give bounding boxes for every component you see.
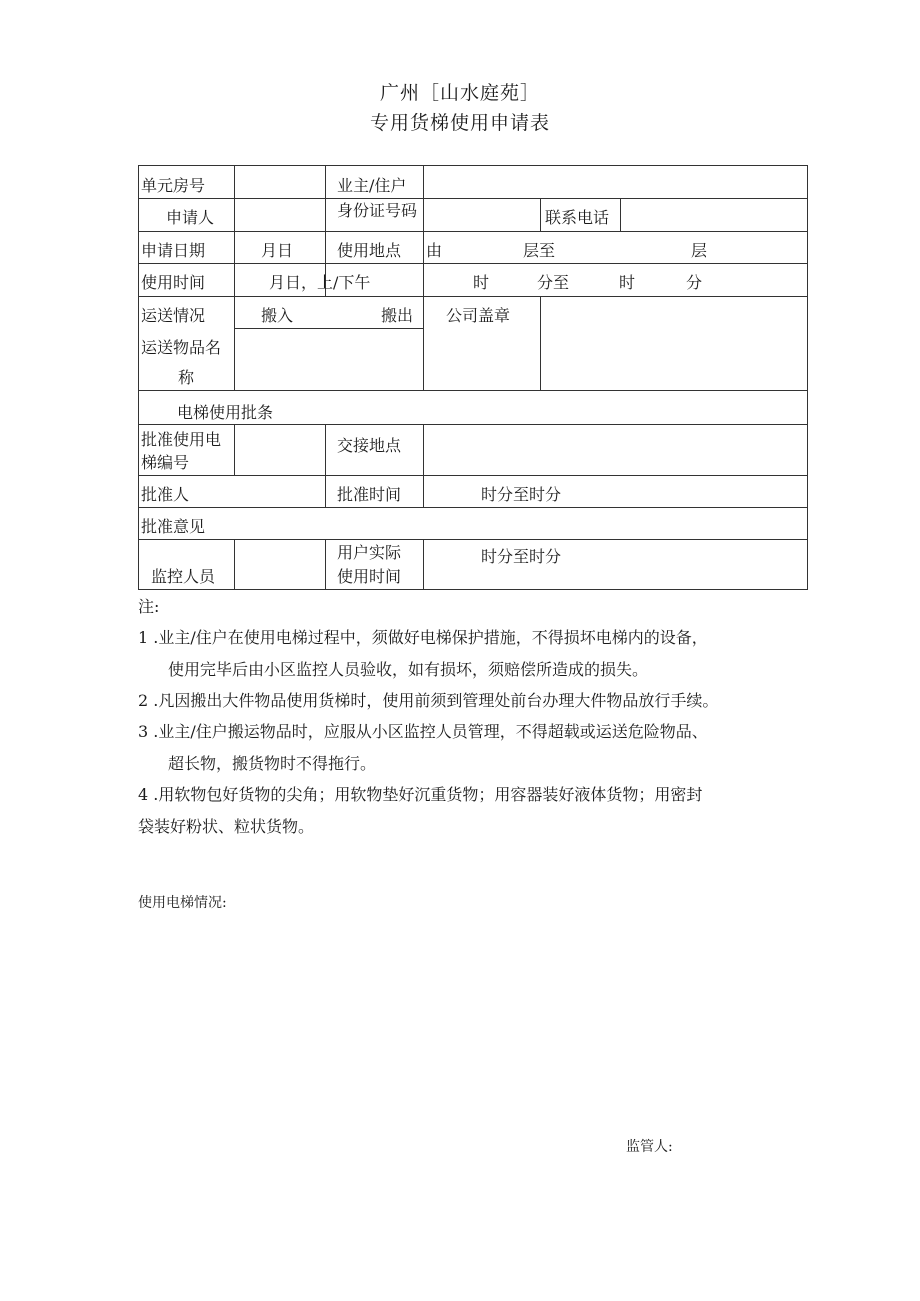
note-3: 3 .业主/住户搬运物品时，应服从小区监控人员管理，不得超载或运送危险物品、 [138,722,708,741]
actual-time-value: 时分至时分 [481,547,562,566]
move-in-label: 搬入 [261,306,294,325]
company-seal-label: 公司盖章 [446,306,511,325]
minute-text: 分 [686,273,703,292]
notes-heading: 注: [138,597,160,616]
col-divider [325,539,326,589]
approve-time-label: 批准时间 [337,485,402,504]
col-divider [540,198,541,231]
col-divider [234,539,235,589]
usage-label: 使用电梯情况: [138,895,227,911]
note-1-cont: 使用完毕后由小区监控人员验收，如有损坏，须赔偿所造成的损失。 [168,660,649,679]
elevator-no-label-cont: 梯编号 [141,453,190,472]
phone-label: 联系电话 [545,208,610,227]
note-4: 4 .用软物包好货物的尖角；用软物垫好沉重货物；用容器装好液体货物；用密封 [138,785,703,804]
row-divider [234,328,423,329]
row-divider [139,539,807,540]
floor-text: 层 [691,241,708,260]
applicant-label: 申请人 [166,208,215,227]
use-time-label: 使用时间 [141,273,206,292]
approver-label: 批准人 [141,485,190,504]
col-divider [423,166,424,390]
elevator-no-label: 批准使用电 [141,430,222,449]
row-divider [139,390,807,391]
row-divider [139,231,807,232]
col-divider [234,166,235,390]
move-out-label: 搬出 [381,306,414,325]
minute-to-text: 分至 [537,273,570,292]
from-text: 由 [426,241,443,260]
col-divider [540,296,541,390]
approve-time-value: 时分至时分 [481,485,562,504]
owner-label: 业主/住户 [337,176,407,195]
row-divider [139,198,807,199]
col-divider [234,424,235,475]
note-4-cont: 袋装好粉状、粒状货物。 [138,817,315,836]
col-divider [423,539,424,589]
row-divider [139,296,807,297]
use-time-value: 月日，上/下午 [269,273,371,292]
id-no-label: 身份证号码 [337,201,418,220]
use-location-label: 使用地点 [337,241,402,260]
hour-text: 时 [473,273,490,292]
apply-date-label: 申请日期 [141,241,206,260]
supervisor-label: 监管人: [626,1139,673,1155]
row-divider [139,507,807,508]
actual-time-label: 用户实际 [337,543,402,562]
col-divider [423,424,424,507]
document-title: 广州［山水庭苑］ [379,82,540,104]
document-subtitle: 专用货梯使用申请表 [369,112,550,134]
application-form-table [138,165,808,590]
note-3-cont: 超长物，搬货物时不得拖行。 [168,754,377,773]
goods-name-label: 运送物品名 [141,338,222,357]
actual-time-label-cont: 使用时间 [337,567,402,586]
unit-no-label: 单元房号 [141,176,206,195]
note-2: 2 .凡因搬出大件物品使用货梯时，使用前须到管理处前台办理大件物品放行手续。 [138,691,719,710]
row-divider [139,424,807,425]
transport-label: 运送情况 [141,306,206,325]
handover-label: 交接地点 [337,436,402,455]
col-divider [620,198,621,231]
monitor-label: 监控人员 [151,567,216,586]
floor-to-text: 层至 [523,241,556,260]
note-1: 1 .业主/住户在使用电梯过程中，须做好电梯保护措施，不得损坏电梯内的设备， [138,628,708,647]
approval-opinion-label: 批准意见 [141,517,206,536]
approval-header: 电梯使用批条 [177,403,274,422]
row-divider [139,475,807,476]
apply-date-value: 月日 [261,241,294,260]
goods-name-label-cont: 称 [178,368,195,387]
hour-text-2: 时 [619,273,636,292]
row-divider [139,263,807,264]
col-divider [325,424,326,507]
